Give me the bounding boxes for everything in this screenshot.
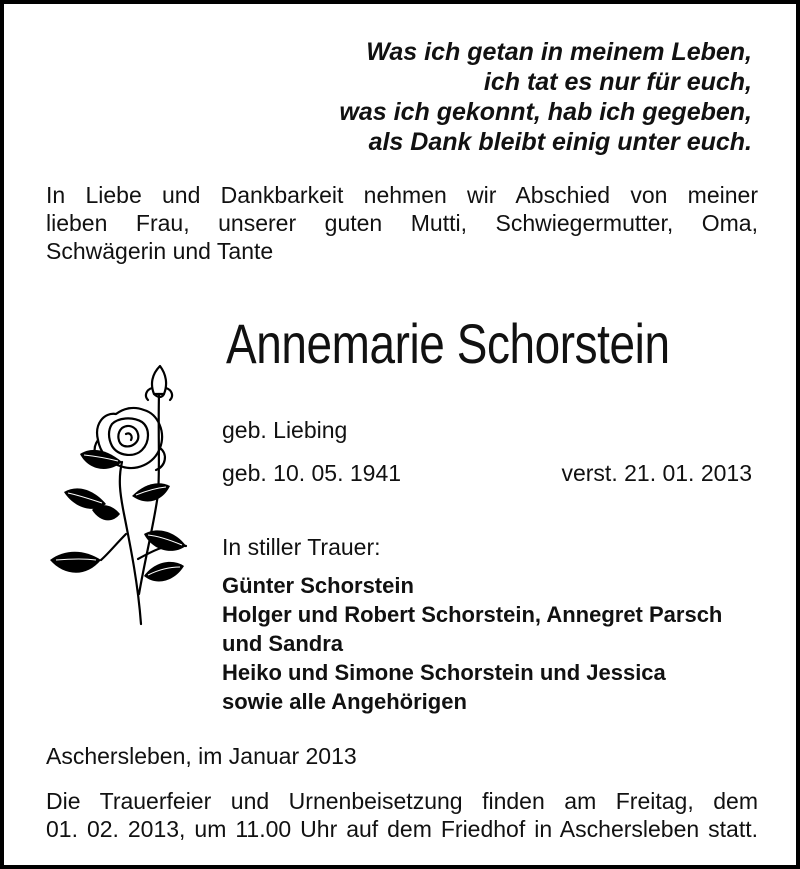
- poem-line: ich tat es nur für euch,: [483, 68, 752, 96]
- funeral-details: [46, 787, 758, 843]
- intro-line: Schwägerin und Tante: [46, 238, 274, 264]
- intro-text: [46, 181, 758, 265]
- mourner-line: Günter Schorstein: [222, 573, 414, 598]
- poem-line: was ich gekonnt, hab ich gegeben,: [339, 98, 752, 126]
- poem-line: Was ich getan in meinem Leben,: [366, 38, 752, 66]
- intro-line: lieben Frau, unserer guten Mutti, Schwiegermutter, Oma,: [46, 210, 758, 236]
- mourner-line: und Sandra: [222, 631, 344, 656]
- deceased-name: Annemarie Schorstein: [226, 312, 670, 375]
- death-date: verst. 21. 01. 2013: [561, 460, 752, 486]
- birth-date: geb. 10. 05. 1941: [222, 460, 402, 486]
- mourner-line: Heiko und Simone Schorstein und Jessica: [222, 660, 666, 685]
- poem: [152, 37, 752, 157]
- mourner-line: Holger und Robert Schorstein, Annegret Parsch: [222, 602, 723, 627]
- mourners-list: [222, 571, 762, 716]
- mourning-label: In stiller Trauer:: [222, 534, 381, 560]
- funeral-line: 01. 02. 2013, um 11.00 Uhr auf dem Friedhof in Aschersleben statt.: [46, 816, 758, 842]
- birth-name: geb. Liebing: [222, 417, 348, 443]
- mourner-line: sowie alle Angehörigen: [222, 689, 467, 714]
- place-date: Aschersleben, im Januar 2013: [46, 743, 357, 769]
- funeral-line: Die Trauerfeier und Urnenbeisetzung finden am Freitag, dem: [46, 788, 758, 814]
- rose-icon: [46, 354, 196, 629]
- intro-line: In Liebe und Dankbarkeit nehmen wir Abschied von meiner: [46, 182, 758, 208]
- poem-line: als Dank bleibt einig unter euch.: [368, 128, 752, 156]
